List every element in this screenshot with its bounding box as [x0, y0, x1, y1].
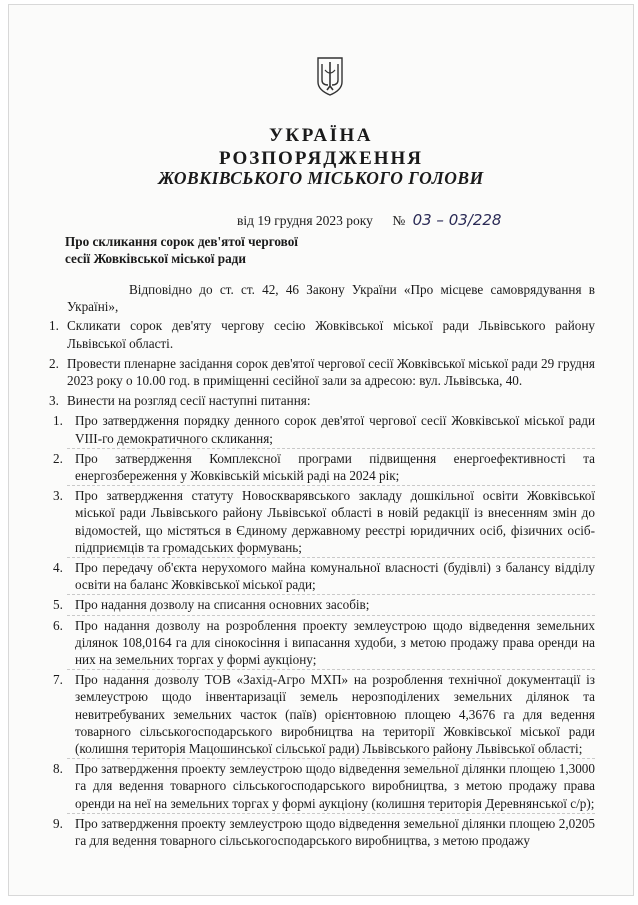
agenda-item	[53, 412, 595, 446]
order-items	[49, 317, 595, 409]
order-item	[49, 317, 595, 351]
agenda-number: 5.	[53, 597, 63, 613]
order-item	[49, 355, 595, 389]
number-prefix: №	[392, 213, 406, 228]
agenda-text: Про затвердження проекту землеустрою щодо відведення земельної ділянки площею 2,0205 га для ведення товарного сільськогосподарського виробництва, з метою продажу	[75, 815, 595, 849]
agenda-text: Про передачу об'єкта нерухомого майна комунальної власності (будівлі) з балансу відділу освіти на баланс Жовківської міської ради;	[75, 560, 595, 593]
agenda-number: 8.	[53, 761, 63, 777]
agenda-item	[53, 815, 595, 849]
agenda-text: Про надання дозволу на списання основних засобів;	[75, 597, 370, 613]
preamble: Відповідно до ст. ст. 42, 46 Закону України «Про місцеве самоврядування в Україні»,	[67, 282, 595, 315]
agenda-item	[53, 450, 595, 484]
agenda-text: Про надання дозволу ТОВ «Захід-Агро МХП» на розроблення технічної документації із землеустрою щодо інвентаризації земель нерозподілених земельних ділянок та невитребуваних земельних часток (паїв) орієнтовною площею 4,3676 га для ведення товарного сільськогосподарського виробництва на території Жовківської міської ради (колишня територія Мацошинської сільської ради) Львівського району Львівської області;	[75, 672, 595, 757]
document-date: від 19 грудня 2023 року	[237, 213, 373, 228]
separator	[67, 669, 595, 670]
item-text: Винести на розгляд сесії наступні питання:	[67, 393, 311, 409]
subject-line-1: Про скликання сорок дев'ятої чергової	[65, 234, 298, 249]
agenda-text: Про надання дозволу на розроблення проекту землеустрою щодо відведення земельних ділянок 108,0164 га для сінокосіння і випасання худоби, з метою продажу права оренди на них на земельних торгах у формі аукціону;	[75, 617, 595, 668]
agenda-number: 6.	[53, 617, 63, 633]
separator	[67, 485, 595, 486]
item-number: 1.	[49, 318, 59, 334]
agenda-number: 4.	[53, 560, 63, 576]
separator	[67, 615, 595, 616]
separator	[67, 557, 595, 558]
agenda-text: Про затвердження проекту землеустрою щодо відведення земельної ділянки площею 1,3000 га для ведення товарного сільськогосподарського виробництва, з метою продажу права оренди на неї на земельних торгах у формі аукціону (колишня територія Деревнянської с/р);	[75, 761, 595, 811]
order-item	[49, 392, 595, 409]
separator	[67, 594, 595, 595]
agenda-number: 3.	[53, 488, 63, 504]
dateline	[237, 211, 501, 229]
item-text: Провести пленарне засідання сорок дев'ятої чергової сесії Жовківської міської ради 29 грудня 2023 року о 10.00 год. в приміщенні сесійної зали за адресою: вул. Львівська, 40.	[67, 355, 595, 389]
agenda-text: Про затвердження Комплексної програми підвищення енергоефективності та енергозбереження у Жовківській міській раді на 2024 рік;	[75, 450, 595, 484]
item-number: 3.	[49, 393, 59, 409]
agenda-list	[53, 412, 595, 849]
agenda-item	[53, 617, 595, 669]
issuer-heading: ЖОВКІВСЬКОГО МІСЬКОГО ГОЛОВИ	[158, 168, 484, 188]
tryzub-emblem-icon	[316, 56, 344, 96]
subject-block	[65, 233, 325, 267]
agenda-number: 1.	[53, 413, 63, 429]
handwritten-number: 03 – 03/228	[412, 211, 502, 229]
item-number: 2.	[49, 355, 59, 371]
agenda-text: Про затвердження порядку денного сорок дев'ятої чергової сесії Жовківської міської ради VIII-го демократичного скликання;	[75, 413, 595, 446]
agenda-number: 9.	[53, 815, 63, 831]
agenda-item	[53, 559, 595, 593]
agenda-item	[53, 760, 595, 812]
document-page	[8, 4, 634, 896]
agenda-text: Про затвердження статуту Новоскварявського закладу дошкільної освіти Жовківської міської ради Львівського району Львівської області в новій редакції із внесенням змін до відомостей, що містяться в Єдиному державному реєстрі юридичних осіб, фізичних осіб-підприємців та громадських формувань;	[75, 488, 595, 555]
country-heading: УКРАЇНА	[268, 125, 373, 146]
item-text: Скликати сорок дев'яту чергову сесію Жовківської міської ради Львівського району Львівської області.	[67, 318, 595, 351]
subject-line-2: сесії Жовківської міської ради	[65, 251, 246, 266]
agenda-item	[53, 671, 595, 757]
agenda-number: 7.	[53, 672, 63, 688]
separator	[67, 813, 595, 814]
agenda-item	[53, 596, 595, 613]
agenda-number: 2.	[53, 450, 63, 466]
document-body	[49, 281, 595, 851]
separator	[67, 448, 595, 449]
agenda-item	[53, 487, 595, 556]
separator	[67, 758, 595, 759]
document-type-heading: РОЗПОРЯДЖЕННЯ	[218, 148, 424, 169]
